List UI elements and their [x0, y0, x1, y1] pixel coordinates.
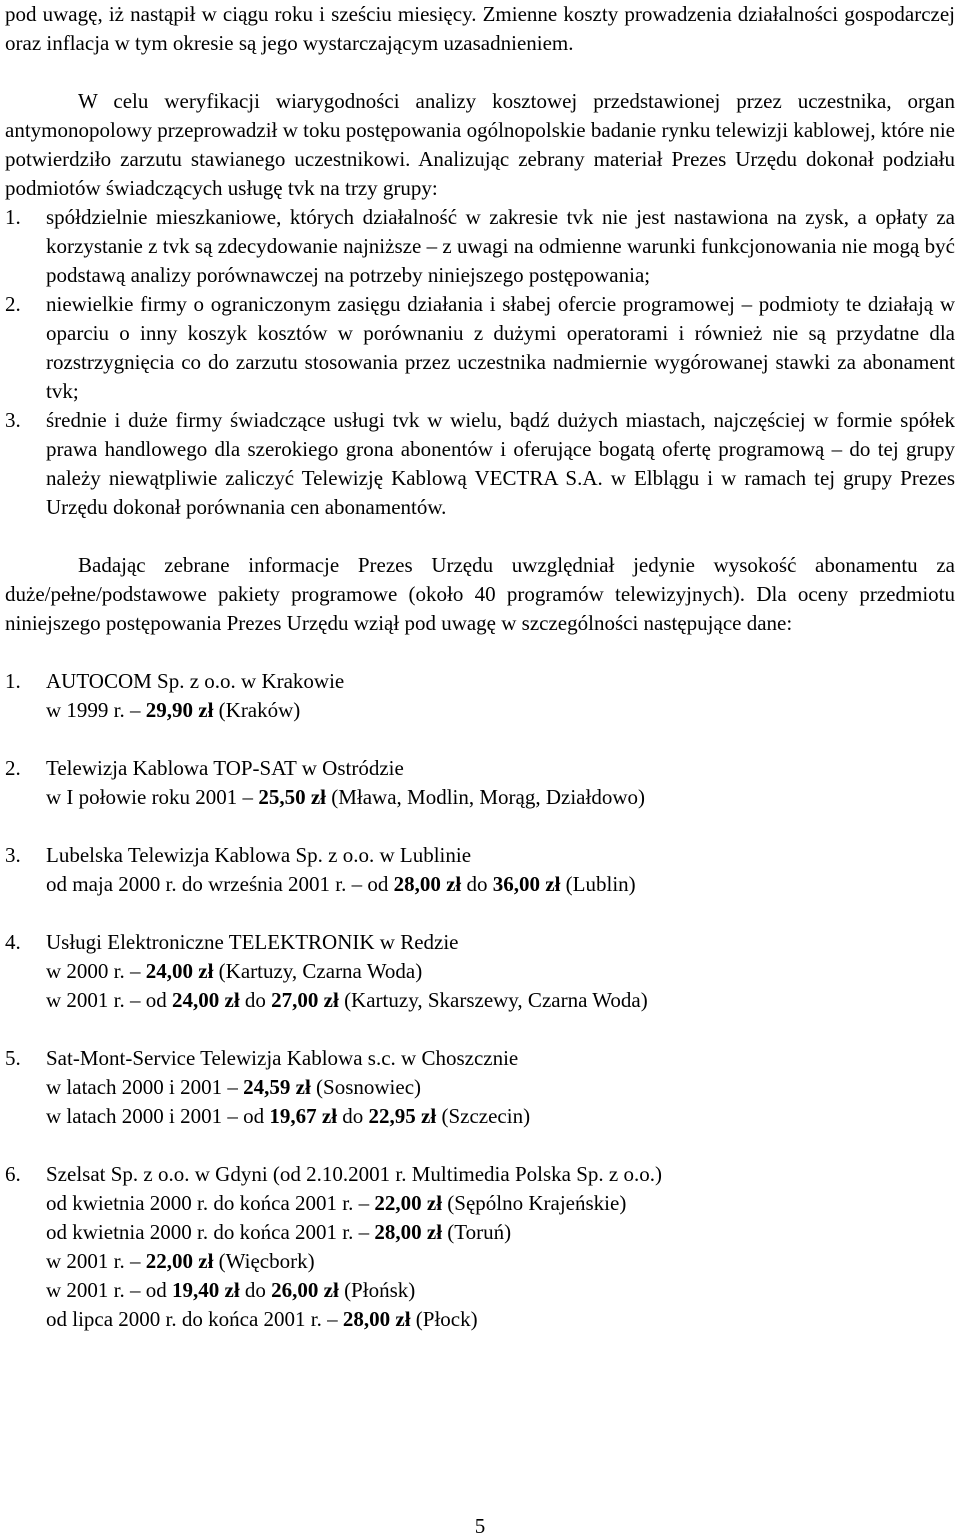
operator-entry — [5, 928, 955, 1015]
price-line — [46, 1073, 955, 1102]
price-line — [46, 986, 955, 1015]
group-number: 1. — [5, 205, 21, 229]
operator-entry — [5, 754, 955, 812]
price-line-location: (Szczecin) — [436, 1104, 531, 1128]
operator-body — [46, 841, 955, 899]
price-line-connector: do — [337, 1104, 369, 1128]
price-value: 28,00 zł — [342, 1307, 411, 1331]
operator-entry — [5, 1160, 955, 1334]
group-text: średnie i duże firmy świadczące usługi tvk w wielu, bądź dużych miastach, najczęściej w formie spółek prawa handlowego dla szerokiego grona abonentów i oferujące bogatą ofertę programową – do tej grupy należy niewątpliwie zaliczyć Telewizję Kablową VECTRA S.A. w Elblągu i w ramach tej grupy Prezes Urzędu dokonał porównania cen abonamentów. — [46, 408, 955, 519]
price-line — [46, 1276, 955, 1305]
price-value: 36,00 zł — [492, 872, 561, 896]
price-line — [46, 1218, 955, 1247]
price-line-location: (Mława, Modlin, Morąg, Działdowo) — [325, 785, 645, 809]
verification-paragraph: W celu weryfikacji wiarygodności analizy kosztowej przedstawionej przez uczestnika, organ antymonopolowy przeprowadził w toku postępowania ogólnopolskie badanie rynku telewizji kablowej, które nie potwierdziło zarzutu stawianego uczestnikowi. Analizując zebrany materiał Prezes Urzędu dokonał podziału podmiotów świadczących usługę tvk na trzy grupy: — [5, 89, 955, 200]
group-item — [5, 203, 955, 290]
operator-name: Lubelska Telewizja Kablowa Sp. z o.o. w Lublinie — [46, 843, 472, 867]
price-line-location: (Toruń) — [442, 1220, 512, 1244]
price-line-location: (Lublin) — [560, 872, 636, 896]
price-line-period: od maja 2000 r. do września 2001 r. – od — [46, 872, 394, 896]
operator-number: 6. — [5, 1162, 21, 1186]
operator-entry — [5, 841, 955, 899]
price-value: 24,00 zł — [145, 959, 214, 983]
operator-number: 5. — [5, 1046, 21, 1070]
operator-entry — [5, 667, 955, 725]
price-value: 28,00 zł — [393, 872, 462, 896]
operator-number: 3. — [5, 843, 21, 867]
price-line-period: w 1999 r. – — [46, 698, 146, 722]
price-line — [46, 1102, 955, 1131]
price-line-period: w 2000 r. – — [46, 959, 146, 983]
price-line — [46, 1247, 955, 1276]
group-item — [5, 290, 955, 406]
operator-name: AUTOCOM Sp. z o.o. w Krakowie — [46, 669, 345, 693]
operator-body — [46, 754, 955, 812]
price-line-period: w latach 2000 i 2001 – — [46, 1075, 244, 1099]
group-text: spółdzielnie mieszkaniowe, których działalność w zakresie tvk nie jest nastawiona na zysk, a opłaty za korzystanie z tvk są zdecydowanie najniższe – z uwagi na odmienne warunki funkcjonowania nie mogą być podstawą analizy porównawczej na potrzeby niniejszego postępowania; — [46, 205, 955, 287]
price-value: 25,50 zł — [258, 785, 326, 809]
price-value: 22,00 zł — [145, 1249, 214, 1273]
operator-entry — [5, 1044, 955, 1131]
price-line — [46, 783, 955, 812]
intro-paragraph: pod uwagę, iż nastąpił w ciągu roku i sześciu miesięcy. Zmienne koszty prowadzenia działalności gospodarczej oraz inflacja w tym okresie są jego wystarczającym uzasadnieniem. — [5, 2, 955, 55]
price-value: 24,59 zł — [243, 1075, 311, 1099]
price-line — [46, 1189, 955, 1218]
price-line-period: w I połowie roku 2001 – — [46, 785, 259, 809]
price-value: 19,40 zł — [172, 1278, 240, 1302]
price-value: 19,67 zł — [269, 1104, 338, 1128]
price-line-location: (Więcbork) — [213, 1249, 315, 1273]
price-value: 24,00 zł — [172, 988, 240, 1012]
price-line — [46, 870, 955, 899]
operator-body — [46, 1160, 955, 1334]
price-line-period: w latach 2000 i 2001 – od — [46, 1104, 270, 1128]
group-number: 3. — [5, 408, 21, 432]
price-line-period: w 2001 r. – od — [46, 1278, 172, 1302]
research-paragraph: Badając zebrane informacje Prezes Urzędu uwzględniał jedynie wysokość abonamentu za duże/pełne/podstawowe pakiety programowe (około 40 programów telewizyjnych). Dla oceny przedmiotu niniejszego postępowania Prezes Urzędu wziął pod uwagę w szczególności następujące dane: — [5, 553, 955, 635]
group-item — [5, 406, 955, 522]
price-value: 28,00 zł — [374, 1220, 443, 1244]
operator-body — [46, 928, 955, 1015]
price-line-location: (Kartuzy, Czarna Woda) — [213, 959, 423, 983]
price-line-location: (Kartuzy, Skarszewy, Czarna Woda) — [338, 988, 648, 1012]
groups-list — [5, 203, 955, 522]
price-value: 29,90 zł — [145, 698, 214, 722]
price-value: 27,00 zł — [271, 988, 339, 1012]
operator-name: Usługi Elektroniczne TELEKTRONIK w Redzie — [46, 930, 459, 954]
operator-name: Sat-Mont-Service Telewizja Kablowa s.c. w Choszcznie — [46, 1046, 519, 1070]
price-value: 22,95 zł — [368, 1104, 437, 1128]
operators-list — [5, 667, 955, 1334]
group-text: niewielkie firmy o ograniczonym zasięgu działania i słabej ofercie programowej – podmioty te działają w oparciu o inny koszyk kosztów w porównaniu z dużymi operatorami i również nie są przydatne dla rozstrzygnięcia co do zarzutu stosowania przez uczestnika nadmiernie wygórowanej stawki za abonament tvk; — [46, 292, 955, 403]
price-line-location: (Kraków) — [213, 698, 301, 722]
price-line-location: (Płońsk) — [338, 1278, 416, 1302]
group-number: 2. — [5, 292, 21, 316]
operator-number: 1. — [5, 669, 21, 693]
operator-name: Szelsat Sp. z o.o. w Gdyni (od 2.10.2001 r. Multimedia Polska Sp. z o.o.) — [46, 1162, 662, 1186]
document-page — [5, 0, 955, 1334]
price-line-location: (Sępólno Krajeńskie) — [442, 1191, 627, 1215]
price-line-connector: do — [461, 872, 493, 896]
price-line-period: od kwietnia 2000 r. do końca 2001 r. – — [46, 1220, 375, 1244]
price-line-period: od kwietnia 2000 r. do końca 2001 r. – — [46, 1191, 375, 1215]
page-number: 5 — [474, 1514, 486, 1538]
operator-name: Telewizja Kablowa TOP-SAT w Ostródzie — [46, 756, 404, 780]
price-line-period: w 2001 r. – od — [46, 988, 172, 1012]
price-line — [46, 1305, 955, 1334]
operator-number: 4. — [5, 930, 21, 954]
price-line-connector: do — [239, 988, 272, 1012]
price-line — [46, 696, 955, 725]
price-line-period: w 2001 r. – — [46, 1249, 146, 1273]
operator-number: 2. — [5, 756, 21, 780]
price-value: 26,00 zł — [271, 1278, 339, 1302]
price-line-connector: do — [239, 1278, 272, 1302]
price-value: 22,00 zł — [374, 1191, 443, 1215]
operator-body — [46, 667, 955, 725]
price-line-location: (Sosnowiec) — [310, 1075, 422, 1099]
price-line-period: od lipca 2000 r. do końca 2001 r. – — [46, 1307, 343, 1331]
price-line — [46, 957, 955, 986]
price-line-location: (Płock) — [410, 1307, 478, 1331]
operator-body — [46, 1044, 955, 1131]
